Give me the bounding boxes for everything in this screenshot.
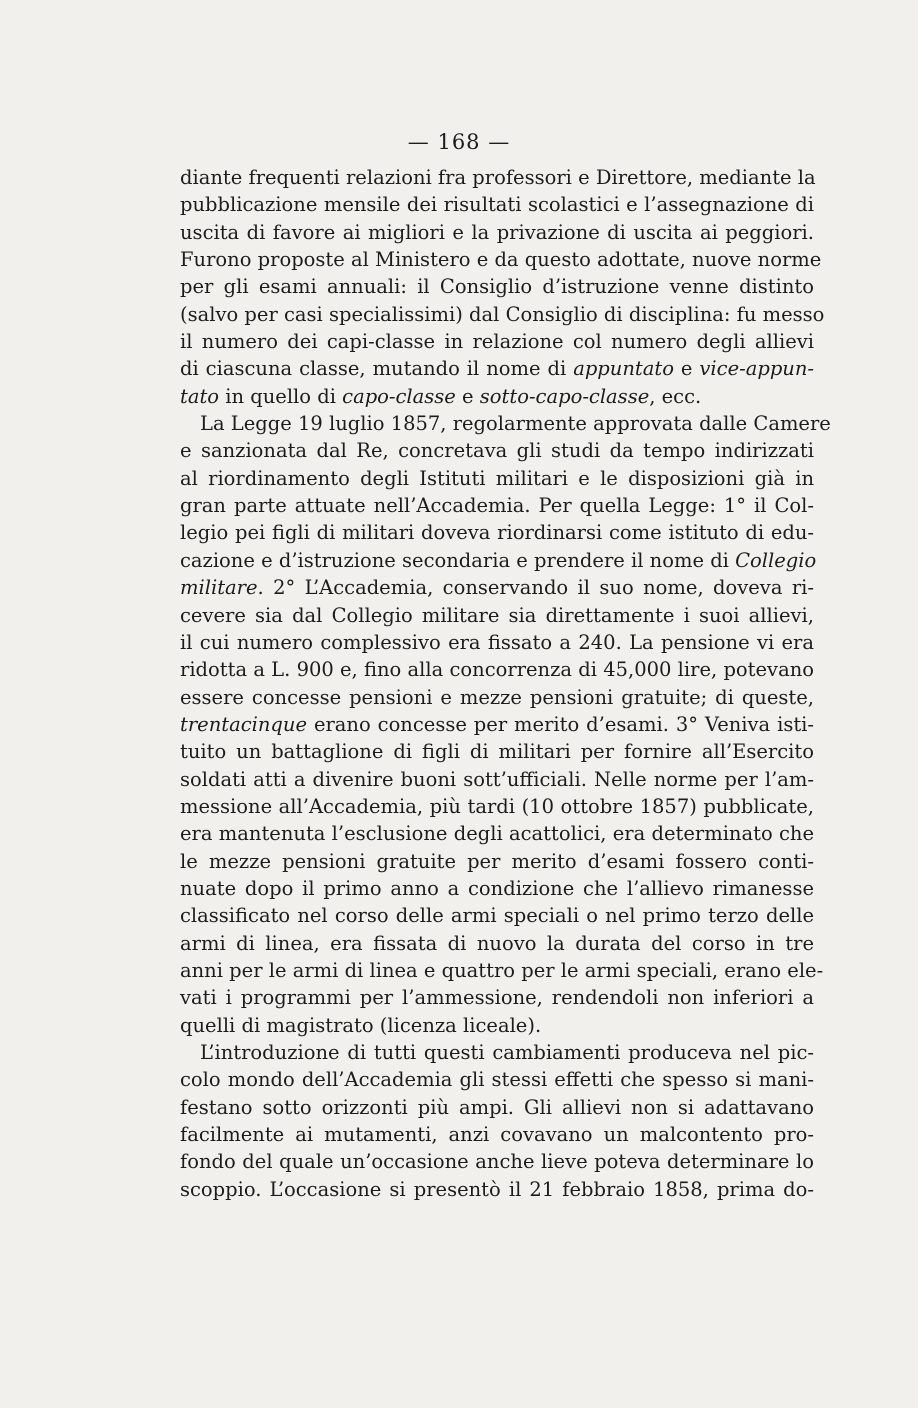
italic-term: militare: [180, 576, 258, 600]
text-line: quelli di magistrato (licenza liceale).: [180, 1013, 542, 1037]
text-line: vati i programmi per l’ammessione, rendendoli non inferiori a: [180, 986, 814, 1010]
text-line: messione all’Accademia, più tardi (10 ottobre 1857) pubblicate,: [180, 794, 814, 818]
text-line: nuate dopo il primo anno a condizione che l’allievo rimanesse: [180, 876, 814, 900]
text-line: facilmente ai mutamenti, anzi covavano un malcontento pro-: [180, 1123, 814, 1147]
text-line: il numero dei capi-classe in relazione col numero degli allievi: [180, 330, 814, 354]
text-line: classificato nel corso delle armi speciali o nel primo terzo delle: [180, 904, 814, 928]
text-line: cevere sia dal Collegio militare sia direttamente i suoi allievi,: [180, 603, 814, 627]
text-line: al riordinamento degli Istituti militari e le disposizioni già in: [180, 466, 814, 490]
text-line: scoppio. L’occasione si presentò il 21 febbraio 1858, prima do-: [180, 1177, 814, 1201]
text-body: [180, 164, 831, 1203]
italic-term: trentacinque: [180, 712, 308, 736]
text-line: colo mondo dell’Accademia gli stessi effetti che spesso si mani-: [180, 1068, 814, 1092]
text-line: tato in quello di capo-classe e sotto-capo-classe, ecc.: [180, 384, 702, 408]
text-line: anni per le armi di linea e quattro per le armi speciali, erano ele-: [180, 958, 824, 982]
text-line: trentacinque erano concesse per merito d’esami. 3° Veniva isti-: [180, 712, 814, 736]
italic-term: Collegio: [735, 548, 817, 572]
italic-term: sotto-capo-classe: [479, 384, 650, 408]
page-number: — 168 —: [407, 130, 511, 154]
text-line: essere concesse pensioni e mezze pensioni gratuite; di queste,: [180, 685, 814, 709]
text-line: ridotta a L. 900 e, fino alla concorrenza di 45,000 lire, potevano: [180, 658, 814, 682]
text-line: La Legge 19 luglio 1857, regolarmente approvata dalle Camere: [200, 412, 831, 436]
text-line: militare. 2° L’Accademia, conservando il suo nome, doveva ri-: [180, 576, 814, 600]
text-line: (salvo per casi specialissimi) dal Consiglio di disciplina: fu messo: [180, 302, 825, 326]
italic-term: tato: [180, 384, 220, 408]
text-line: fondo del quale un’occasione anche lieve poteva determinare lo: [180, 1150, 814, 1174]
text-line: era mantenuta l’esclusione degli acattolici, era determinato che: [180, 822, 814, 846]
text-line: armi di linea, era fissata di nuovo la durata del corso in tre: [180, 931, 814, 955]
text-line: pubblicazione mensile dei risultati scolastici e l’assegnazione di: [180, 193, 814, 217]
text-line: uscita di favore ai migliori e la privazione di uscita ai peggiori.: [180, 220, 814, 244]
text-line: e sanzionata dal Re, concretava gli studi da tempo indirizzati: [180, 439, 814, 463]
text-line: le mezze pensioni gratuite per merito d’esami fossero conti-: [180, 849, 814, 873]
italic-term: appuntato: [573, 357, 674, 381]
text-line: Furono proposte al Ministero e da questo adottate, nuove norme: [180, 248, 822, 272]
text-line: L’introduzione di tutti questi cambiamenti produceva nel pic-: [200, 1041, 814, 1064]
text-line: soldati atti a divenire buoni sott’ufficiali. Nelle norme per l’am-: [180, 767, 814, 791]
italic-term: vice-appun-: [699, 357, 815, 381]
text-line: legio pei figli di militari doveva riordinarsi come istituto di edu-: [180, 521, 814, 545]
text-line: per gli esami annuali: il Consiglio d’istruzione venne distinto: [180, 275, 814, 299]
text-line: di ciascuna classe, mutando il nome di appuntato e vice-appun-: [180, 357, 815, 381]
text-line: gran parte attuate nell’Accademia. Per quella Legge: 1° il Col-: [180, 494, 814, 518]
text-line: tuito un battaglione di figli di militari per fornire all’Esercito: [180, 740, 814, 764]
italic-term: capo-classe: [342, 384, 456, 408]
text-line: festano sotto orizzonti più ampi. Gli allievi non si adattavano: [180, 1095, 814, 1119]
text-line: diante frequenti relazioni fra professori e Direttore, mediante la: [180, 166, 816, 189]
text-line: cazione e d’istruzione secondaria e prendere il nome di Collegio: [180, 548, 817, 572]
text-line: il cui numero complessivo era fissato a 240. La pensione vi era: [180, 630, 814, 654]
